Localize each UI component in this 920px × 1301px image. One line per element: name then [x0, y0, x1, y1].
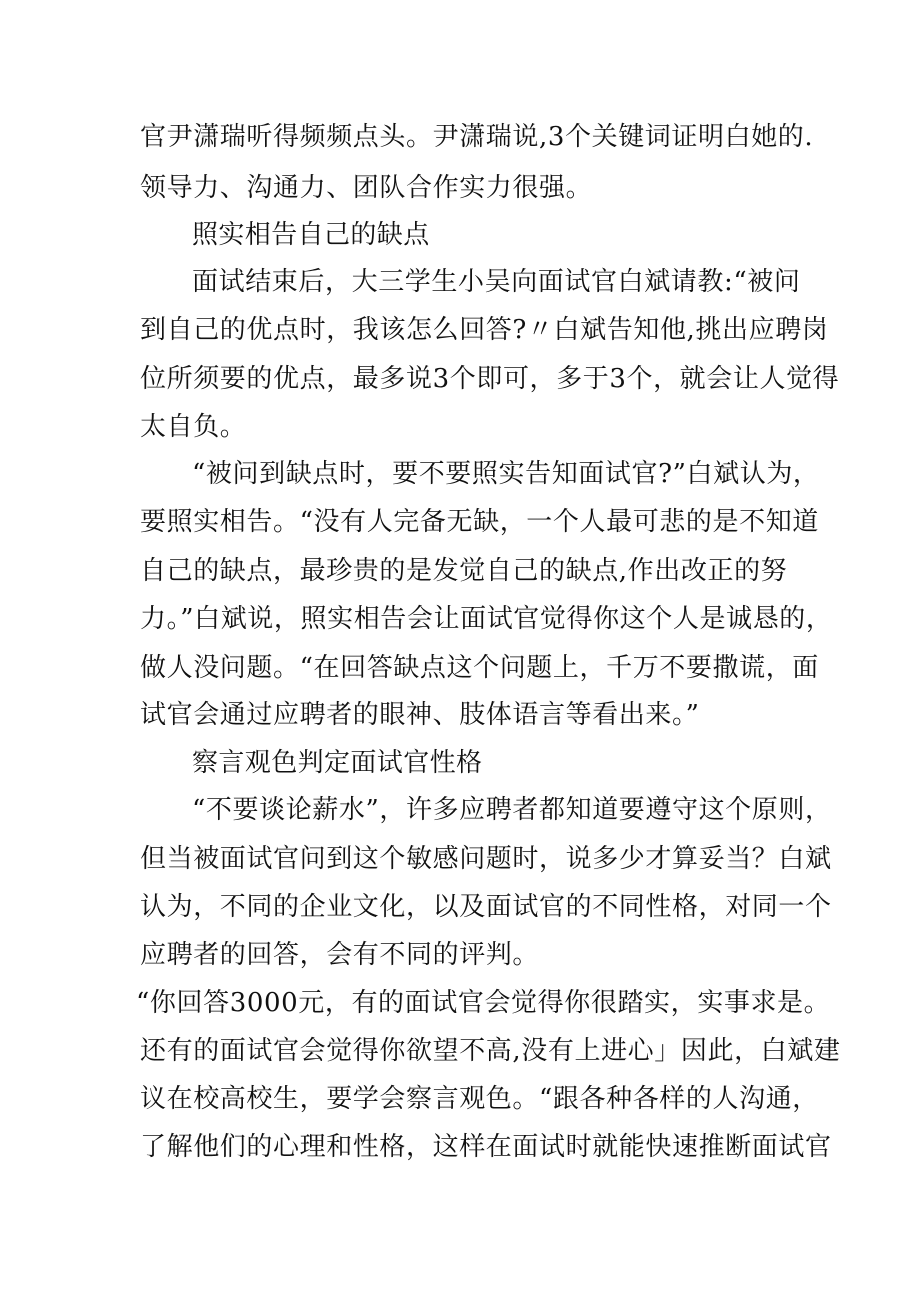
paragraph-line: 做人没问题。“在回答缺点这个问题上，千万不要撒谎，面	[140, 653, 819, 683]
paragraph-line: “不要谈论薪水”，许多应聘者都知道要遵守这个原则，	[192, 795, 832, 825]
paragraph-line: 面试结束后，大三学生小吴向面试官白斌请教:“被问	[192, 267, 801, 297]
paragraph-line: 要照实相告。“没有人完备无缺，一个人最可悲的是不知道	[140, 507, 819, 537]
paragraph-line: 领导力、沟通力、团队合作实力很强。	[140, 173, 593, 203]
paragraph-line: “被问到缺点时，要不要照实告知面试官?”白斌认为，	[192, 459, 820, 489]
paragraph-line: 位所须要的优点，最多说3个即可，多于3个，就会让人觉得	[140, 364, 840, 394]
paragraph-line: “你回答3000元，有的面试官会觉得你很踏实，实事求是。	[136, 988, 831, 1018]
paragraph-line: 自己的缺点，最珍贵的是发觉自己的缺点,作出改正的努	[140, 556, 788, 586]
paragraph-line: 认为，不同的企业文化，以及面试官的不同性格，对同一个	[140, 892, 832, 922]
section-heading-observe: 察言观色判定面试官性格	[192, 748, 483, 778]
paragraph-line: 官尹潇瑞听得频频点头。尹潇瑞说,3个关键词证明白她的.	[140, 122, 814, 152]
paragraph-line: 太自负。	[140, 412, 247, 442]
paragraph-line: 应聘者的回答，会有不同的评判。	[140, 940, 540, 970]
paragraph-line: 了解他们的心理和性格，这样在面试时就能快速推断面试官	[140, 1132, 832, 1162]
paragraph-line: 还有的面试官会觉得你欲望不高,没有上进心」因此，白斌建	[140, 1036, 841, 1066]
paragraph-line: 议在校高校生，要学会察言观色。“跟各种各样的人沟通，	[140, 1084, 819, 1114]
paragraph-line: 力。”白斌说，照实相告会让面试官觉得你这个人是诚恳的，	[140, 604, 833, 634]
section-heading-shortcomings: 照实相告自己的缺点	[192, 220, 430, 250]
paragraph-line: 试官会通过应聘者的眼神、肢体语言等看出来。”	[140, 700, 700, 730]
paragraph-line: 到自己的优点时，我该怎么回答?〃白斌告知他,挑出应聘岗	[140, 315, 829, 345]
paragraph-line: 但当被面试官问到这个敏感问题时，说多少才算妥当？白斌	[140, 844, 832, 874]
